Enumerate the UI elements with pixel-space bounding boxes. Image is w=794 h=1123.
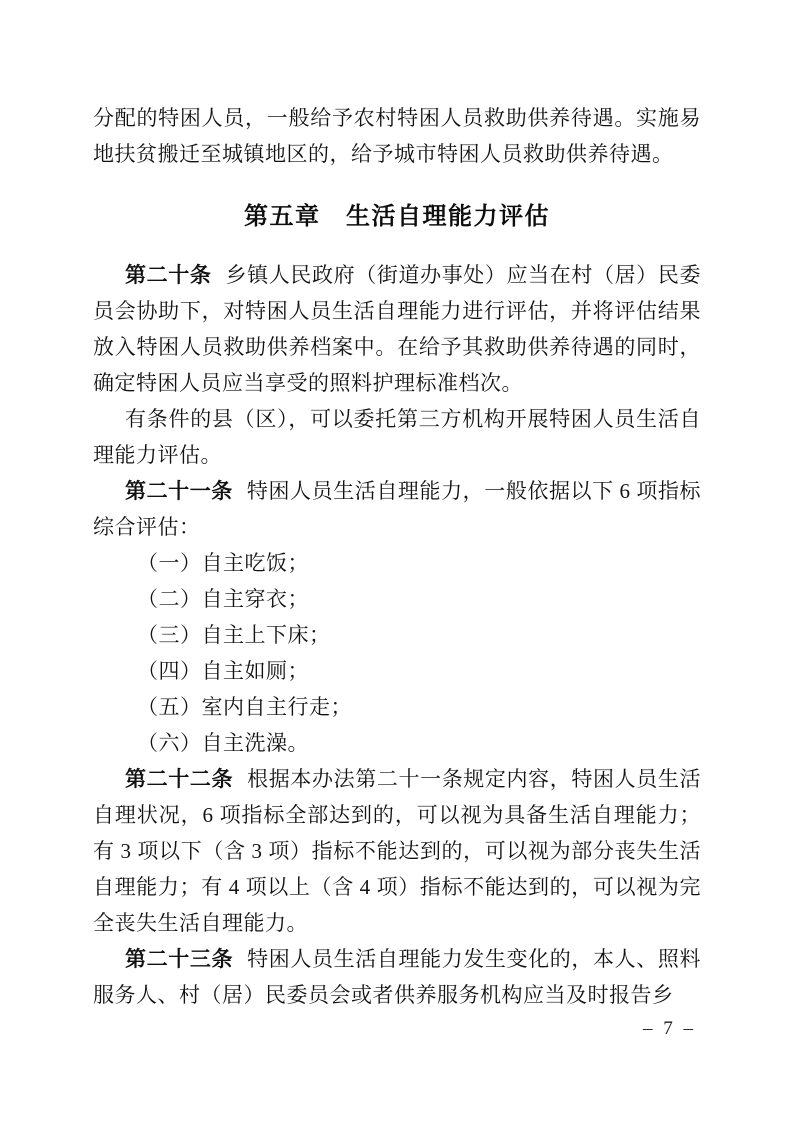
list-item-3: （三）自主上下床； [137, 623, 331, 647]
article-20-text: 乡镇人民政府（街道办事处）应当在村（居）民委员会协助下，对特困人员生活自理能力进行评估，并将评估结果放入特困人员救助供养档案中。在给予其救助供养待遇的同时，确定特困人员应当享受的照料护理标准档次。 [93, 263, 702, 395]
list-item-5: （五）室内自主行走； [137, 695, 352, 719]
article-23-text: 特困人员生活自理能力发生变化的，本人、照料服务人、村（居）民委员会或者供养服务机构应当及时报告乡 [93, 947, 702, 1007]
list-item-1: （一）自主吃饭； [137, 551, 309, 575]
article-22-number: 第二十二条 [125, 767, 234, 791]
list-item-2: （二）自主穿衣； [137, 587, 309, 611]
article-21-text: 特困人员生活自理能力，一般依据以下 6 项指标综合评估： [93, 479, 702, 539]
article-23-number: 第二十三条 [125, 947, 234, 971]
article-21-number: 第二十一条 [125, 479, 233, 503]
article-22-paragraph [93, 761, 701, 941]
page-content [93, 100, 701, 1013]
article-21-paragraph [93, 473, 701, 545]
article-22-text: 根据本办法第二十一条规定内容，特困人员生活自理状况，6 项指标全部达到的，可以视为具备生活自理能力；有 3 项以下（含 3 项）指标不能达到的，可以视为部分丧失生活自理能力；有 4 项以上（含 4 项）指标不能达到的，可以视为完全丧失生活自理能力。 [93, 767, 702, 935]
article-20-number: 第二十条 [125, 263, 212, 287]
page-number: – 7 – [643, 1018, 696, 1039]
article-20-paragraph [93, 257, 701, 401]
chapter-heading: 第五章 生活自理能力评估 [244, 203, 550, 230]
continuation-paragraph: 分配的特困人员，一般给予农村特困人员救助供养待遇。实施易地扶贫搬迁至城镇地区的，给予城市特困人员救助供养待遇。 [93, 106, 701, 166]
article-20-sub-paragraph: 有条件的县（区），可以委托第三方机构开展特困人员生活自理能力评估。 [93, 407, 701, 467]
list-item-6: （六）自主洗澡。 [137, 731, 309, 755]
article-23-paragraph [93, 941, 701, 1013]
list-item-4: （四）自主如厕； [137, 659, 309, 683]
